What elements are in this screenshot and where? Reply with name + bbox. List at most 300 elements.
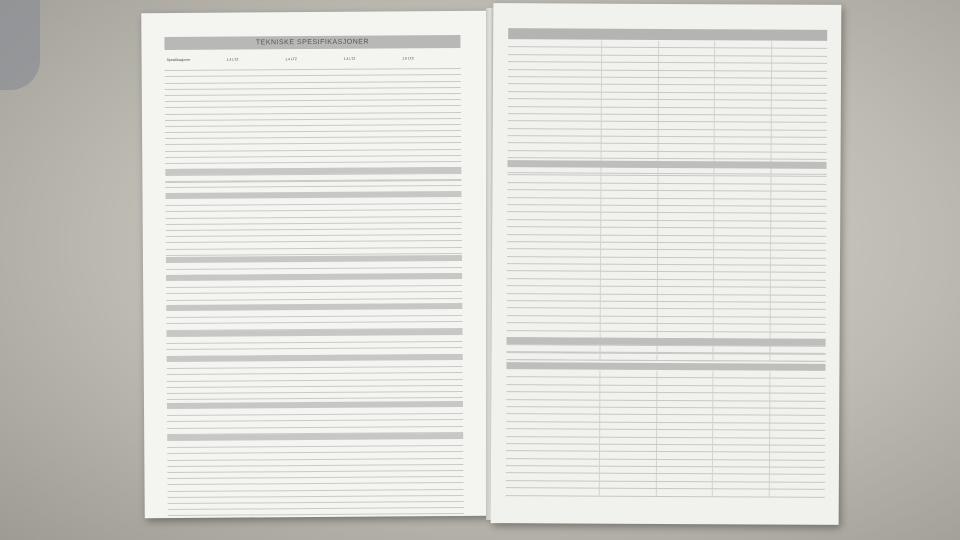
spec-row-label (168, 491, 230, 497)
equipment-cell (769, 394, 826, 401)
equipment-cell (712, 482, 769, 489)
spec-row-value (228, 218, 287, 224)
equipment-cell (599, 452, 656, 459)
spec-row (168, 508, 464, 516)
spec-row-value (227, 120, 286, 126)
equipment-cell (712, 408, 769, 415)
spec-row-value (404, 292, 463, 298)
equipment-cell (655, 460, 712, 467)
spec-row-value (405, 465, 464, 471)
spec-row-value (345, 317, 404, 323)
equipment-cell (656, 423, 713, 430)
spec-row-label (166, 224, 228, 230)
spec-row-value (227, 95, 286, 101)
spec-row-label (167, 338, 229, 344)
equipment-cell (769, 266, 826, 273)
spec-row-label (167, 448, 229, 454)
spec-row-value (229, 381, 288, 387)
equipment-cell (599, 353, 656, 360)
equipment-rows (506, 370, 826, 497)
equipment-cell (656, 371, 713, 378)
equipment-cell (769, 310, 826, 317)
spec-row-value (288, 453, 347, 459)
spec-row-value (287, 311, 346, 317)
equipment-cell (714, 152, 771, 159)
spec-row-value (344, 88, 403, 94)
equipment-cell (601, 78, 658, 85)
spec-row-value (403, 131, 462, 137)
spec-row-value (403, 180, 462, 186)
spec-row-value (286, 211, 345, 217)
spec-row-value (228, 212, 287, 218)
spec-row-label (166, 231, 228, 237)
spec-row-label (168, 510, 230, 516)
spec-row-value (228, 249, 287, 255)
equipment-cell (601, 100, 658, 107)
spec-row-label (165, 114, 227, 120)
equipment-cell (655, 489, 712, 496)
spec-row-value (344, 63, 403, 69)
equipment-cell (770, 236, 827, 243)
spec-row-value (403, 198, 462, 204)
spec-row-label (166, 324, 228, 330)
spec-row-value (287, 374, 346, 380)
equipment-cell (657, 144, 714, 151)
equipment-cell (712, 475, 769, 482)
spec-row-label (167, 454, 229, 460)
spec-row-label (166, 243, 228, 249)
spec-row-value (288, 409, 347, 415)
equipment-cell (713, 206, 770, 213)
spec-rows (166, 198, 462, 262)
spec-row-label (167, 416, 229, 422)
spec-row-value (344, 82, 403, 88)
spec-row-value (405, 489, 464, 495)
spec-row-value (285, 64, 344, 70)
spec-row-value (345, 211, 404, 217)
spec-row-value (227, 114, 286, 120)
spec-row-label (167, 479, 229, 485)
equipment-cell (599, 415, 656, 422)
equipment-cell (713, 317, 770, 324)
spec-row-value (288, 509, 347, 515)
spec-row-value (288, 490, 347, 496)
equipment-cell (656, 324, 713, 331)
spec-row-value (347, 496, 406, 502)
equipment-cell (599, 393, 656, 400)
spec-row-value (286, 230, 345, 236)
equipment-cell (713, 169, 770, 176)
equipment-cell (600, 243, 657, 250)
spec-row-value (287, 323, 346, 329)
spec-row-value (347, 508, 406, 514)
spec-row-value (345, 287, 404, 293)
spec-row-value (227, 175, 286, 181)
equipment-cell (600, 265, 657, 272)
equipment-cell (712, 371, 769, 378)
spec-row-value (403, 150, 462, 156)
spec-row-value (344, 107, 403, 113)
spec-row-value (403, 137, 462, 143)
spec-row-value (230, 509, 289, 515)
spec-row-value (404, 342, 463, 348)
spec-row-value (344, 94, 403, 100)
spec-row-value (346, 471, 405, 477)
spec-row-value (286, 205, 345, 211)
equipment-cell (712, 467, 769, 474)
equipment-cell (601, 48, 658, 55)
equipment-cell (768, 475, 825, 482)
equipment-cell (656, 287, 713, 294)
spec-row-value (286, 144, 345, 150)
equipment-cell (770, 115, 827, 122)
equipment-cell (769, 408, 826, 415)
equipment-cell (769, 423, 826, 430)
spec-row-value (229, 428, 288, 434)
equipment-cell (601, 152, 658, 159)
spec-row-value (286, 236, 345, 242)
spec-row-value (345, 323, 404, 329)
equipment-cell (770, 130, 827, 137)
spec-row-value (285, 119, 344, 125)
equipment-cell (768, 453, 825, 460)
equipment-cell (601, 92, 658, 99)
equipment-cell (600, 228, 657, 235)
spec-row-value (403, 229, 462, 235)
spec-row-value (346, 408, 405, 414)
spec-row-label (167, 428, 229, 434)
equipment-cell (770, 177, 827, 184)
spec-row-label (165, 133, 227, 139)
equipment-cell (599, 385, 656, 392)
spec-row-value (285, 113, 344, 119)
equipment-cell (599, 459, 656, 466)
equipment-cell (712, 416, 769, 423)
equipment-cell (770, 71, 827, 78)
spec-row-value (229, 460, 288, 466)
spec-row-value (287, 362, 346, 368)
equipment-cell (657, 93, 714, 100)
spec-row-label (167, 442, 229, 448)
spec-row-value (346, 380, 405, 386)
spec-row-value (405, 452, 464, 458)
equipment-cell (656, 401, 713, 408)
spec-row-value (346, 361, 405, 367)
equipment-cell (769, 386, 826, 393)
spec-row-label (165, 83, 227, 89)
spec-row-value (228, 294, 287, 300)
spec-row-value (402, 82, 461, 88)
spec-row-value (229, 343, 288, 349)
equipment-cell (599, 467, 656, 474)
equipment-cell (657, 130, 714, 137)
spec-row-value (344, 70, 403, 76)
equipment-cell (713, 184, 770, 191)
spec-row-value (403, 204, 462, 210)
spec-row-value (346, 386, 405, 392)
equipment-cell (600, 257, 657, 264)
spec-row-value (405, 440, 464, 446)
spec-row-value (405, 502, 464, 508)
equipment-cell (712, 489, 769, 496)
spec-row-value (228, 199, 287, 205)
spec-row-value (227, 138, 286, 144)
brochure-right-page (491, 3, 842, 525)
spec-row-label (166, 288, 228, 294)
spec-row-value (402, 119, 461, 125)
equipment-cell (601, 122, 658, 129)
equipment-cell (656, 258, 713, 265)
spec-col-1: 1.4 LTZ (226, 57, 239, 62)
spec-row-label (167, 473, 229, 479)
equipment-cell (600, 316, 657, 323)
spec-row-value (403, 156, 462, 162)
spec-row-value (287, 387, 346, 393)
spec-row-label (165, 77, 227, 83)
spec-row-label (165, 126, 227, 132)
equipment-cell (713, 295, 770, 302)
equipment-cell (658, 48, 715, 55)
spec-row-label (168, 485, 230, 491)
spec-row-label (166, 206, 228, 212)
equipment-cell (714, 56, 771, 63)
spec-row-label (167, 410, 229, 416)
equipment-cell (656, 302, 713, 309)
equipment-cell (771, 49, 828, 56)
spec-row-value (288, 421, 347, 427)
equipment-cell (768, 468, 825, 475)
spec-row-value (346, 459, 405, 465)
equipment-cell (712, 438, 769, 445)
equipment-cell (770, 101, 827, 108)
spec-row-value (288, 427, 347, 433)
equipment-cell (599, 430, 656, 437)
equipment-cell (769, 401, 826, 408)
equipment-cell (600, 346, 657, 353)
spec-row-value (344, 131, 403, 137)
equipment-cell (655, 474, 712, 481)
spec-row-value (285, 107, 344, 113)
equipment-cell (656, 272, 713, 279)
spec-row-label (165, 71, 227, 77)
equipment-cell (770, 145, 827, 152)
spec-row-value (345, 198, 404, 204)
equipment-cell (714, 123, 771, 130)
equipment-cell (599, 489, 656, 496)
spec-row-label (165, 89, 227, 95)
spec-row-value (346, 336, 405, 342)
equipment-cell (769, 280, 826, 287)
spec-row-value (227, 89, 286, 95)
equipment-cell (713, 177, 770, 184)
equipment-cell (714, 100, 771, 107)
spec-row-value (405, 477, 464, 483)
spec-row-value (286, 126, 345, 132)
spec-row-label (165, 182, 227, 188)
spec-row-value (230, 491, 289, 497)
spec-row-value (287, 393, 346, 399)
spec-row-label (167, 381, 229, 387)
equipment-cell (712, 354, 769, 361)
equipment-cell (601, 144, 658, 151)
spec-row-label (167, 375, 229, 381)
spec-row-value (405, 408, 464, 414)
spec-row-value (346, 427, 405, 433)
equipment-cell (601, 55, 658, 62)
spec-row-value (227, 70, 286, 76)
spec-row-value (404, 286, 463, 292)
spec-row-value (286, 217, 345, 223)
equipment-cell (771, 42, 828, 49)
spec-row-value (344, 156, 403, 162)
spec-rows (167, 361, 463, 406)
equipment-cell (770, 138, 827, 145)
spec-row-value (403, 174, 462, 180)
spec-row-value (227, 64, 286, 70)
equipment-cell (714, 71, 771, 78)
spec-row-value (227, 157, 286, 163)
spec-row-value (285, 101, 344, 107)
spec-row-value (404, 280, 463, 286)
spec-row-value (285, 95, 344, 101)
spec-row-label (166, 312, 228, 318)
equipment-cell (712, 386, 769, 393)
spec-row-value (402, 63, 461, 69)
equipment-cell (769, 431, 826, 438)
spec-row-value (345, 205, 404, 211)
spec-row-value (228, 224, 287, 230)
spec-row-label (168, 503, 230, 509)
spec-row-value (287, 380, 346, 386)
equipment-cell (657, 235, 714, 242)
spec-row-value (403, 235, 462, 241)
spec-row-label (166, 218, 228, 224)
equipment-cell (714, 49, 771, 56)
equipment-cell (769, 445, 826, 452)
spec-row-value (229, 466, 288, 472)
spec-row-label (165, 157, 227, 163)
equipment-cell (600, 206, 657, 213)
spec-row-value (402, 112, 461, 118)
equipment-cell (768, 482, 825, 489)
spec-row-value (346, 465, 405, 471)
equipment-cell (656, 437, 713, 444)
spec-row-label (165, 145, 227, 151)
equipment-cell (712, 460, 769, 467)
spec-row-value (345, 242, 404, 248)
spec-row-value (405, 483, 464, 489)
equipment-cell (770, 93, 827, 100)
equip-col-3 (714, 29, 771, 40)
spec-row-label (166, 249, 228, 255)
equipment-cell (770, 206, 827, 213)
spec-row-value (288, 415, 347, 421)
spec-row-value (347, 484, 406, 490)
spec-row-value (230, 503, 289, 509)
spec-row-value (229, 409, 288, 415)
equipment-cell (657, 250, 714, 257)
equipment-cell (658, 56, 715, 63)
spec-row-value (346, 421, 405, 427)
equipment-cell (600, 169, 657, 176)
spec-row-value (229, 368, 288, 374)
equipment-cell (769, 258, 826, 265)
equipment-cell (770, 251, 827, 258)
equipment-cell (599, 378, 656, 385)
equipment-cell (657, 213, 714, 220)
equipment-rows (507, 40, 827, 175)
spec-row-value (288, 441, 347, 447)
spec-row-value (403, 247, 462, 253)
equipment-cell (601, 70, 658, 77)
spec-row-value (288, 478, 347, 484)
equipment-cell (657, 191, 714, 198)
equipment-cell (656, 415, 713, 422)
spec-col-4: 1.5 LTZ (402, 56, 414, 61)
spec-row-value (227, 132, 286, 138)
spec-row-label (165, 102, 227, 108)
spec-row-value (344, 150, 403, 156)
equipment-cell (770, 170, 827, 177)
spec-row-value (345, 217, 404, 223)
equipment-cell (712, 393, 769, 400)
spec-row-label (167, 460, 229, 466)
equipment-cell (600, 191, 657, 198)
spec-row-label (165, 120, 227, 126)
equipment-cell (656, 317, 713, 324)
spec-row-value (227, 83, 286, 89)
equipment-cell (769, 372, 826, 379)
spec-row-value (403, 210, 462, 216)
background-shadow (0, 0, 40, 90)
spec-row-value (228, 243, 287, 249)
equipment-cell (600, 183, 657, 190)
equipment-cell (656, 445, 713, 452)
equipment-cell (713, 273, 770, 280)
spec-row-label (165, 108, 227, 114)
equipment-cell (713, 221, 770, 228)
equipment-rows (506, 168, 826, 362)
equipment-cell (714, 108, 771, 115)
brochure-left-page (141, 11, 491, 518)
equipment-cell (713, 287, 770, 294)
spec-row-value (228, 230, 287, 236)
equipment-cell (657, 78, 714, 85)
spec-row-value (404, 310, 463, 316)
spec-col-2: 1.4 LTZ (285, 57, 297, 62)
spec-row-value (403, 125, 462, 131)
spec-row-value (288, 496, 347, 502)
spec-row-value (229, 387, 288, 393)
equipment-cell (600, 309, 657, 316)
spec-row-label (165, 176, 227, 182)
equipment-cell (656, 408, 713, 415)
spec-row-value (286, 157, 345, 163)
spec-row-value (404, 367, 463, 373)
spec-row-value (405, 508, 464, 514)
equipment-cell (656, 309, 713, 316)
equipment-cell (657, 85, 714, 92)
spec-row-value (345, 293, 404, 299)
spec-row-label (166, 237, 228, 243)
equipment-cell (658, 63, 715, 70)
equipment-cell (770, 108, 827, 115)
spec-row-value (229, 362, 288, 368)
spec-row-value (228, 263, 287, 269)
spec-row-value (345, 236, 404, 242)
equipment-cell (657, 71, 714, 78)
spec-row-value (404, 380, 463, 386)
